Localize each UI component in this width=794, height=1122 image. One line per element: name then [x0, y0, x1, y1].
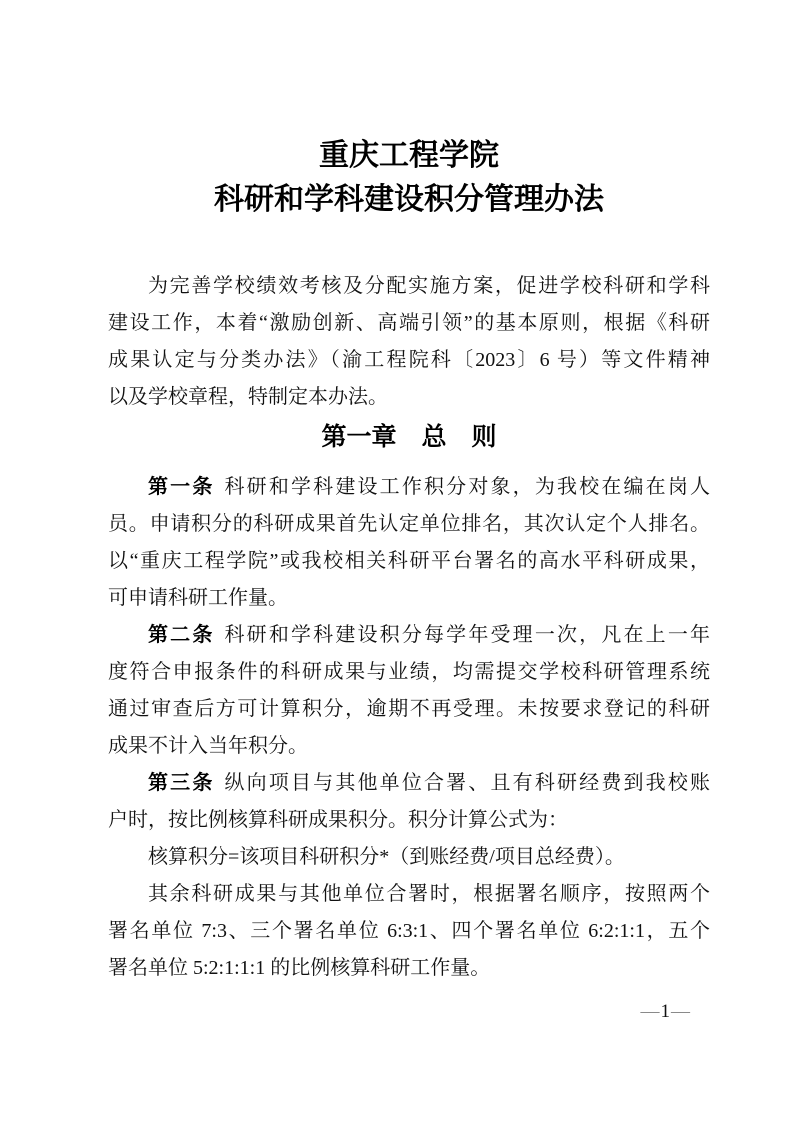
document-title	[108, 0, 710, 222]
paragraph-line: 为完善学校绩效考核及分配实施方案，促进学校科研和学科	[148, 275, 710, 297]
paragraph-line: 署名单位 7:3、三个署名单位 6:3:1、四个署名单位 6:2:1:1，五个	[108, 920, 710, 942]
doc-title-line-2: 科研和学科建设积分管理办法	[214, 183, 604, 216]
article-3	[108, 765, 710, 839]
paragraph-line: 成果不计入当年积分。	[108, 735, 308, 757]
paragraph-line: 署名单位 5:2:1:1:1 的比例核算科研工作量。	[108, 957, 491, 979]
text-column	[108, 0, 710, 987]
paragraph-line: 度符合申报条件的科研成果与业绩，均需提交学校科研管理系统	[108, 661, 710, 683]
page-number	[641, 1000, 691, 1024]
article-1	[108, 469, 710, 617]
paragraph-line: 通过审查后方可计算积分，逾期不再受理。未按要求登记的科研	[108, 698, 710, 720]
paragraph-line: 户时，按比例核算科研成果积分。积分计算公式为：	[108, 809, 568, 831]
paragraph-line	[108, 469, 710, 506]
paragraph-line	[108, 765, 710, 802]
paragraph-text: 科研和学科建设工作积分对象，为我校在编在岗人	[224, 476, 710, 498]
paragraph-text: 科研和学科建设积分每学年受理一次，凡在上一年	[224, 624, 710, 646]
paragraph-text: 纵向项目与其他单位合署、且有科研经费到我校账	[224, 772, 710, 794]
chapter-heading: 第一章 总 则	[321, 423, 497, 451]
formula-line: 核算积分=该项目科研积分*（到账经费/项目总经费）。	[148, 846, 625, 868]
paragraph-line: 其余科研成果与其他单位合署时，根据署名顺序，按照两个	[148, 883, 710, 905]
doc-title-line-1: 重庆工程学院	[319, 139, 499, 172]
footer-dash-left: —	[640, 1001, 660, 1022]
ratio-paragraph	[108, 876, 710, 987]
paragraph-line: 员。申请积分的科研成果首先认定单位排名，其次认定个人排名。	[108, 513, 710, 535]
article-2-lead: 第二条	[148, 624, 215, 646]
formula-paragraph	[108, 839, 710, 876]
paragraph-line: 可申请科研工作量。	[108, 587, 288, 609]
footer-dash-right: —	[671, 1001, 690, 1022]
article-2	[108, 617, 710, 765]
article-1-lead: 第一条	[148, 476, 215, 498]
footer-page-number: 1	[660, 1001, 670, 1022]
paragraph-line: 以“重庆工程学院”或我校相关科研平台署名的高水平科研成果，	[108, 550, 710, 572]
article-3-lead: 第三条	[148, 772, 215, 794]
paragraph-line: 建设工作，本着“激励创新、高端引领”的基本原则，根据《科研	[108, 312, 710, 334]
paragraph-line: 成果认定与分类办法》（渝工程院科〔2023〕6 号）等文件精神	[108, 349, 710, 371]
paragraph-line	[108, 617, 710, 654]
intro-paragraph	[108, 268, 710, 416]
paragraph-line: 以及学校章程，特制定本办法。	[108, 386, 388, 408]
